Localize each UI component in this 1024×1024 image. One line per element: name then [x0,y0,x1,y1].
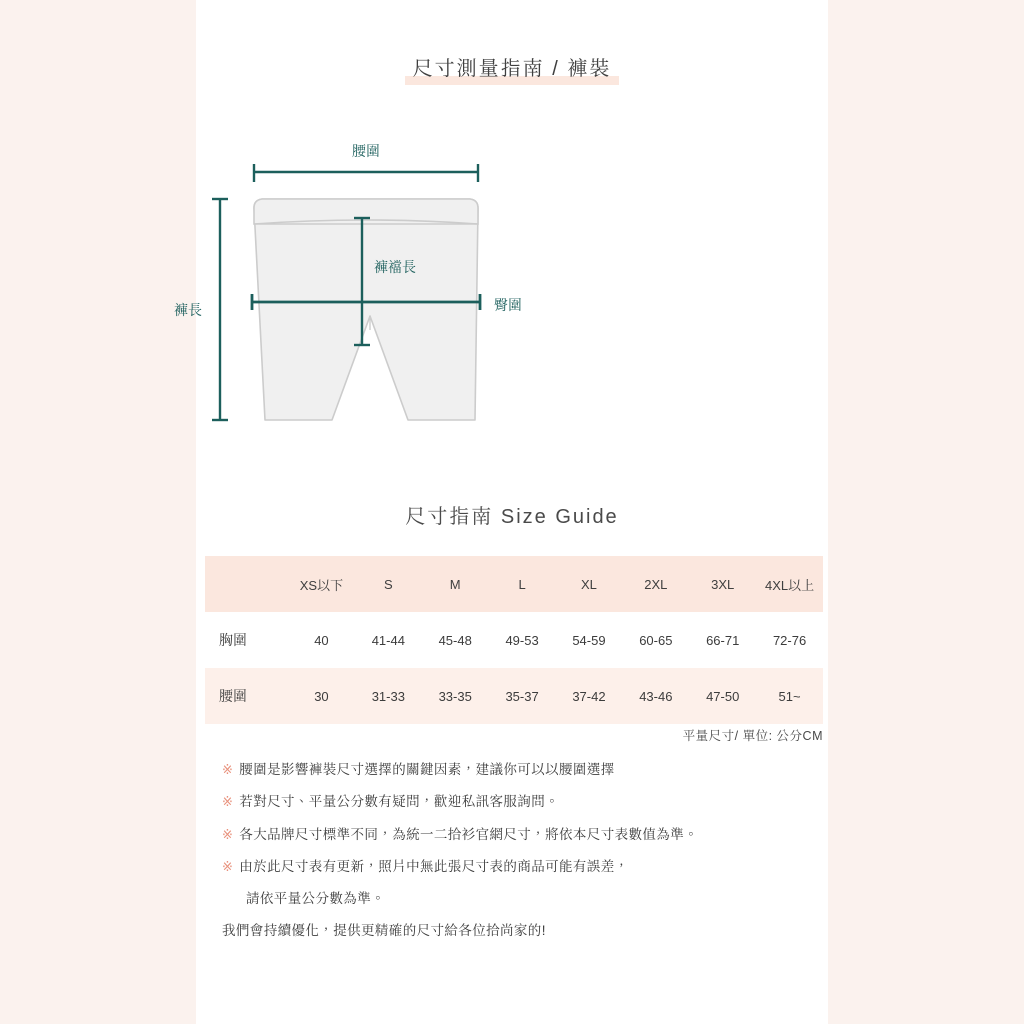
table-header-cell: 3XL [689,556,756,612]
table-cell: 47-50 [689,668,756,724]
table-cell: 51~ [756,668,823,724]
note-mark-icon: ※ [222,762,234,777]
waist-measure-line [254,164,478,182]
table-cell: 40 [288,612,355,668]
note-item [222,857,844,877]
pant-length-label: 褲長 [174,302,202,318]
size-table-wrapper [205,556,823,724]
table-cell: 49-53 [489,612,556,668]
note-mark-icon: ※ [222,794,234,810]
shorts-illustration [254,199,478,420]
pant-length-measure-line [212,199,228,420]
note-mark-icon: ※ [222,858,234,874]
table-header-cell: M [422,556,489,612]
table-cell: 35-37 [489,668,556,724]
table-cell: 66-71 [689,612,756,668]
note-text: 腰圍是影響褲裝尺寸選擇的關鍵因素，建議你可以以腰圍選擇 [239,762,615,777]
size-guide-heading: 尺寸指南 Size Guide [405,506,619,528]
title-text: 尺寸測量指南 / 褲裝 [412,58,612,80]
hip-label: 臀圍 [494,297,522,313]
table-cell: 30 [288,668,355,724]
measurement-diagram [0,120,1024,460]
note-item [222,792,844,812]
table-cell: 33-35 [422,668,489,724]
page-title [0,52,1024,85]
table-cell: 72-76 [756,612,823,668]
waist-label: 腰圍 [352,143,380,159]
size-table [205,556,823,724]
note-text: 各大品牌尺寸標準不同，為統一二拾衫官網尺寸，將依本尺寸表數值為準。 [239,826,698,842]
table-cell: 60-65 [622,612,689,668]
note-text: 由於此尺寸表有更新，照片中無此張尺寸表的商品可能有誤差， [239,858,629,874]
table-cell: 45-48 [422,612,489,668]
table-header-cell: 4XL以上 [756,556,823,612]
inseam-label: 褲襠長 [374,259,416,275]
note-mark-icon: ※ [222,826,234,842]
table-row-label: 腰圍 [205,668,288,724]
table-header-cell: L [489,556,556,612]
table-cell: 54-59 [556,612,623,668]
table-header-cell: 2XL [622,556,689,612]
table-row [205,612,823,668]
table-cell: 41-44 [355,612,422,668]
note-text: 若對尺寸、平量公分數有疑問，歡迎私訊客服詢問。 [239,794,559,810]
table-cell: 37-42 [556,668,623,724]
note-continuation: 請依平量公分數為準。 [246,891,385,906]
table-row [205,668,823,724]
note-item [222,825,844,845]
note-item [222,760,844,780]
table-header-row [205,556,823,612]
notes-section [222,760,844,942]
table-header-cell: S [355,556,422,612]
table-header-cell: XL [556,556,623,612]
table-cell: 31-33 [355,668,422,724]
table-row-label: 胸圍 [205,612,288,668]
table-corner-cell [205,556,288,612]
note-closing: 我們會持續優化，提供更精確的尺寸給各位拾尚家的! [222,923,546,939]
table-header-cell: XS以下 [288,556,355,612]
table-cell: 43-46 [622,668,689,724]
table-footnote: 平量尺寸/ 單位: 公分CM [682,729,823,743]
